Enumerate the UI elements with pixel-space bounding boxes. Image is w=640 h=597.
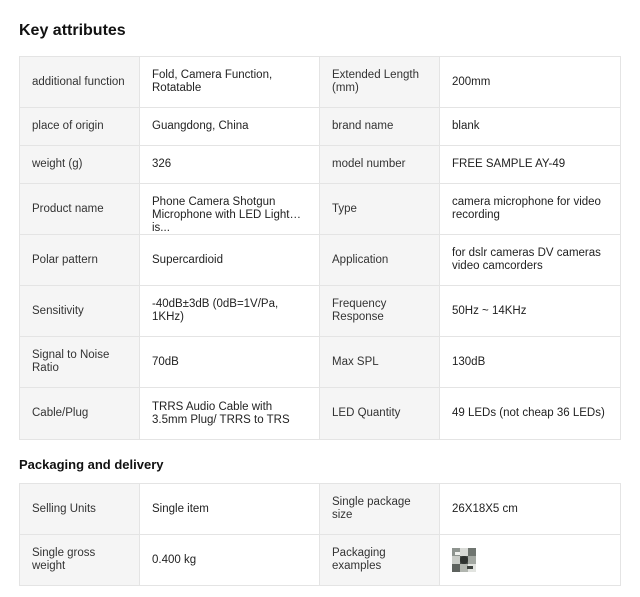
attribute-label: Product name [20,184,140,235]
attribute-label: Polar pattern [20,235,140,286]
attribute-label: Application [320,235,440,286]
attribute-label: brand name [320,108,440,146]
attribute-value [440,535,621,586]
attribute-value: 50Hz ~ 14KHz [440,286,621,337]
attribute-label: Cable/Plug [20,388,140,440]
attribute-label: Single gross weight [20,535,140,586]
attribute-value: Guangdong, China [140,108,320,146]
table-row [20,286,621,337]
attribute-label: Selling Units [20,484,140,535]
attribute-label: LED Quantity [320,388,440,440]
attribute-value: Supercardioid [140,235,320,286]
table-row [20,535,621,586]
attribute-label: additional function [20,57,140,108]
attribute-value: 49 LEDs (not cheap 36 LEDs) [440,388,621,440]
attribute-value: Single item [140,484,320,535]
attribute-label: Packaging examples [320,535,440,586]
attribute-label: Frequency Response [320,286,440,337]
packaging-image-icon [452,548,476,572]
attribute-label: Type [320,184,440,235]
table-row [20,146,621,184]
attribute-value: 200mm [440,57,621,108]
table-row [20,108,621,146]
attribute-value: 26X18X5 cm [440,484,621,535]
attribute-value: camera microphone for video recording [440,184,621,235]
table-row [20,235,621,286]
attribute-label: model number [320,146,440,184]
attribute-label: Sensitivity [20,286,140,337]
attribute-label: Extended Length (mm) [320,57,440,108]
attribute-value: 70dB [140,337,320,388]
key-attributes-table [19,56,621,440]
attribute-value: 326 [140,146,320,184]
packaging-example-thumbnail[interactable] [452,548,476,572]
attribute-label: Single package size [320,484,440,535]
table-row [20,337,621,388]
attribute-label: weight (g) [20,146,140,184]
attribute-value: blank [440,108,621,146]
attribute-value: TRRS Audio Cable with 3.5mm Plug/ TRRS to TRS [140,388,320,440]
attribute-value: FREE SAMPLE AY-49 [440,146,621,184]
attribute-value: for dslr cameras DV cameras video camcorders [440,235,621,286]
table-row [20,184,621,235]
attribute-value: Phone Camera Shotgun Microphone with LED Light is... [140,184,320,235]
key-attributes-title: Key attributes [19,22,126,39]
table-row [20,484,621,535]
attribute-label: place of origin [20,108,140,146]
packaging-delivery-title: Packaging and delivery [19,457,164,472]
attribute-value: Fold, Camera Function, Rotatable [140,57,320,108]
attribute-value: 0.400 kg [140,535,320,586]
attribute-label: Max SPL [320,337,440,388]
attribute-label: Signal to Noise Ratio [20,337,140,388]
table-row [20,57,621,108]
packaging-delivery-table [19,483,621,586]
attribute-value: 130dB [440,337,621,388]
attribute-value: -40dB±3dB (0dB=1V/Pa, 1KHz) [140,286,320,337]
table-row [20,388,621,440]
